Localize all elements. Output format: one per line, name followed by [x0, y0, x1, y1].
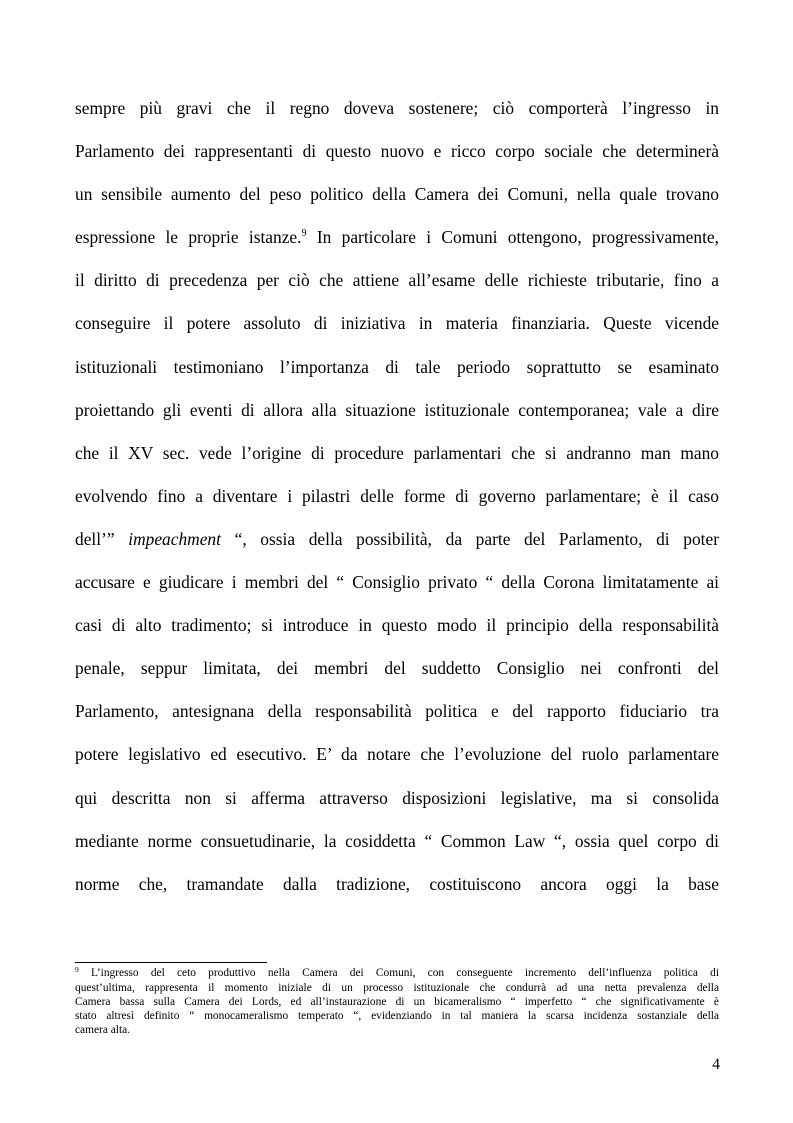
body-line: sempre più gravi che il regno doveva sostenere; ciò comporterà l’ingresso in: [75, 98, 719, 118]
body-line: norme che, tramandate dalla tradizione, costituiscono ancora oggi la base: [75, 873, 719, 894]
body-line: Parlamento, antesignana della responsabilità politica e del rapporto fiduciario tra: [75, 701, 719, 722]
body-line: un sensibile aumento del peso politico della Camera dei Comuni, nella quale trovano: [75, 184, 719, 205]
footnote-line: Camera bassa sulla Camera dei Lords, ed all’instaurazione di un bicameralismo “ imperfetto “ che significativamente è: [75, 996, 719, 1009]
body-line: mediante norme consuetudinarie, la cosiddetta “ Common Law “, ossia quel corpo di: [75, 830, 719, 851]
footnote-separator: [75, 962, 267, 963]
footnote-line: stato altresì definito “ monocameralismo temperato “, evidenziando in tal maniera la scarsa incidenza sostanziale della: [75, 1010, 719, 1023]
footnote-number: 9: [75, 965, 79, 974]
body-line-text: dell’”: [75, 528, 129, 549]
footnote-line: camera alta.: [75, 1024, 131, 1037]
body-line: che il XV sec. vede l’origine di procedure parlamentari che si andranno man mano: [75, 442, 719, 463]
body-line: istituzionali testimoniano l’importanza di tale periodo soprattutto se esaminato: [75, 356, 719, 377]
body-line: [75, 518, 719, 561]
body-text: [75, 87, 719, 906]
body-line: Parlamento dei rappresentanti di questo nuovo e ricco corpo sociale che determinerà: [75, 141, 719, 162]
footnote-reference[interactable]: 9: [301, 228, 307, 240]
footnote-line-text: L’ingresso del ceto produttivo nella Camera dei Comuni, con conseguente incremento dell’influenza politica di: [78, 967, 719, 979]
body-line: potere legislativo ed esecutivo. E’ da notare che l’evoluzione del ruolo parlamentare: [75, 744, 719, 765]
body-line: penale, seppur limitata, dei membri del suddetto Consiglio nei confronti del: [75, 658, 719, 679]
body-line: evolvendo fino a diventare i pilastri delle forme di governo parlamentare; è il caso: [75, 485, 719, 506]
body-line-text: In particolare i Comuni ottengono, progressivamente,: [306, 227, 719, 248]
body-line: proiettando gli eventi di allora alla situazione istituzionale contemporanea; vale a dire: [75, 399, 719, 420]
footnote-line: [75, 966, 719, 981]
body-line: qui descritta non si afferma attraverso disposizioni legislative, ma si consolida: [75, 787, 719, 808]
body-line: il diritto di precedenza per ciò che attiene all’esame delle richieste tributarie, fino a: [75, 270, 719, 291]
body-line: accusare e giudicare i membri del “ Consiglio privato “ della Corona limitatamente ai: [75, 572, 719, 593]
footnote-line: quest’ultima, rappresenta il momento iniziale di un processo istituzionale che condurrà ad una netta prevalenza della: [75, 982, 719, 995]
body-line-text: espressione le proprie istanze.: [75, 227, 302, 248]
body-line: casi di alto tradimento; si introduce in questo modo il principio della responsabilità: [75, 615, 719, 636]
footnote: [75, 966, 719, 1037]
body-line-text: “, ossia della possibilità, da parte del Parlamento, di poter: [220, 528, 719, 549]
body-line: conseguire il potere assoluto di iniziativa in materia finanziaria. Queste vicende: [75, 313, 719, 334]
body-line: [75, 216, 719, 259]
page-number: 4: [712, 1056, 720, 1073]
italic-term: impeachment: [128, 528, 221, 549]
